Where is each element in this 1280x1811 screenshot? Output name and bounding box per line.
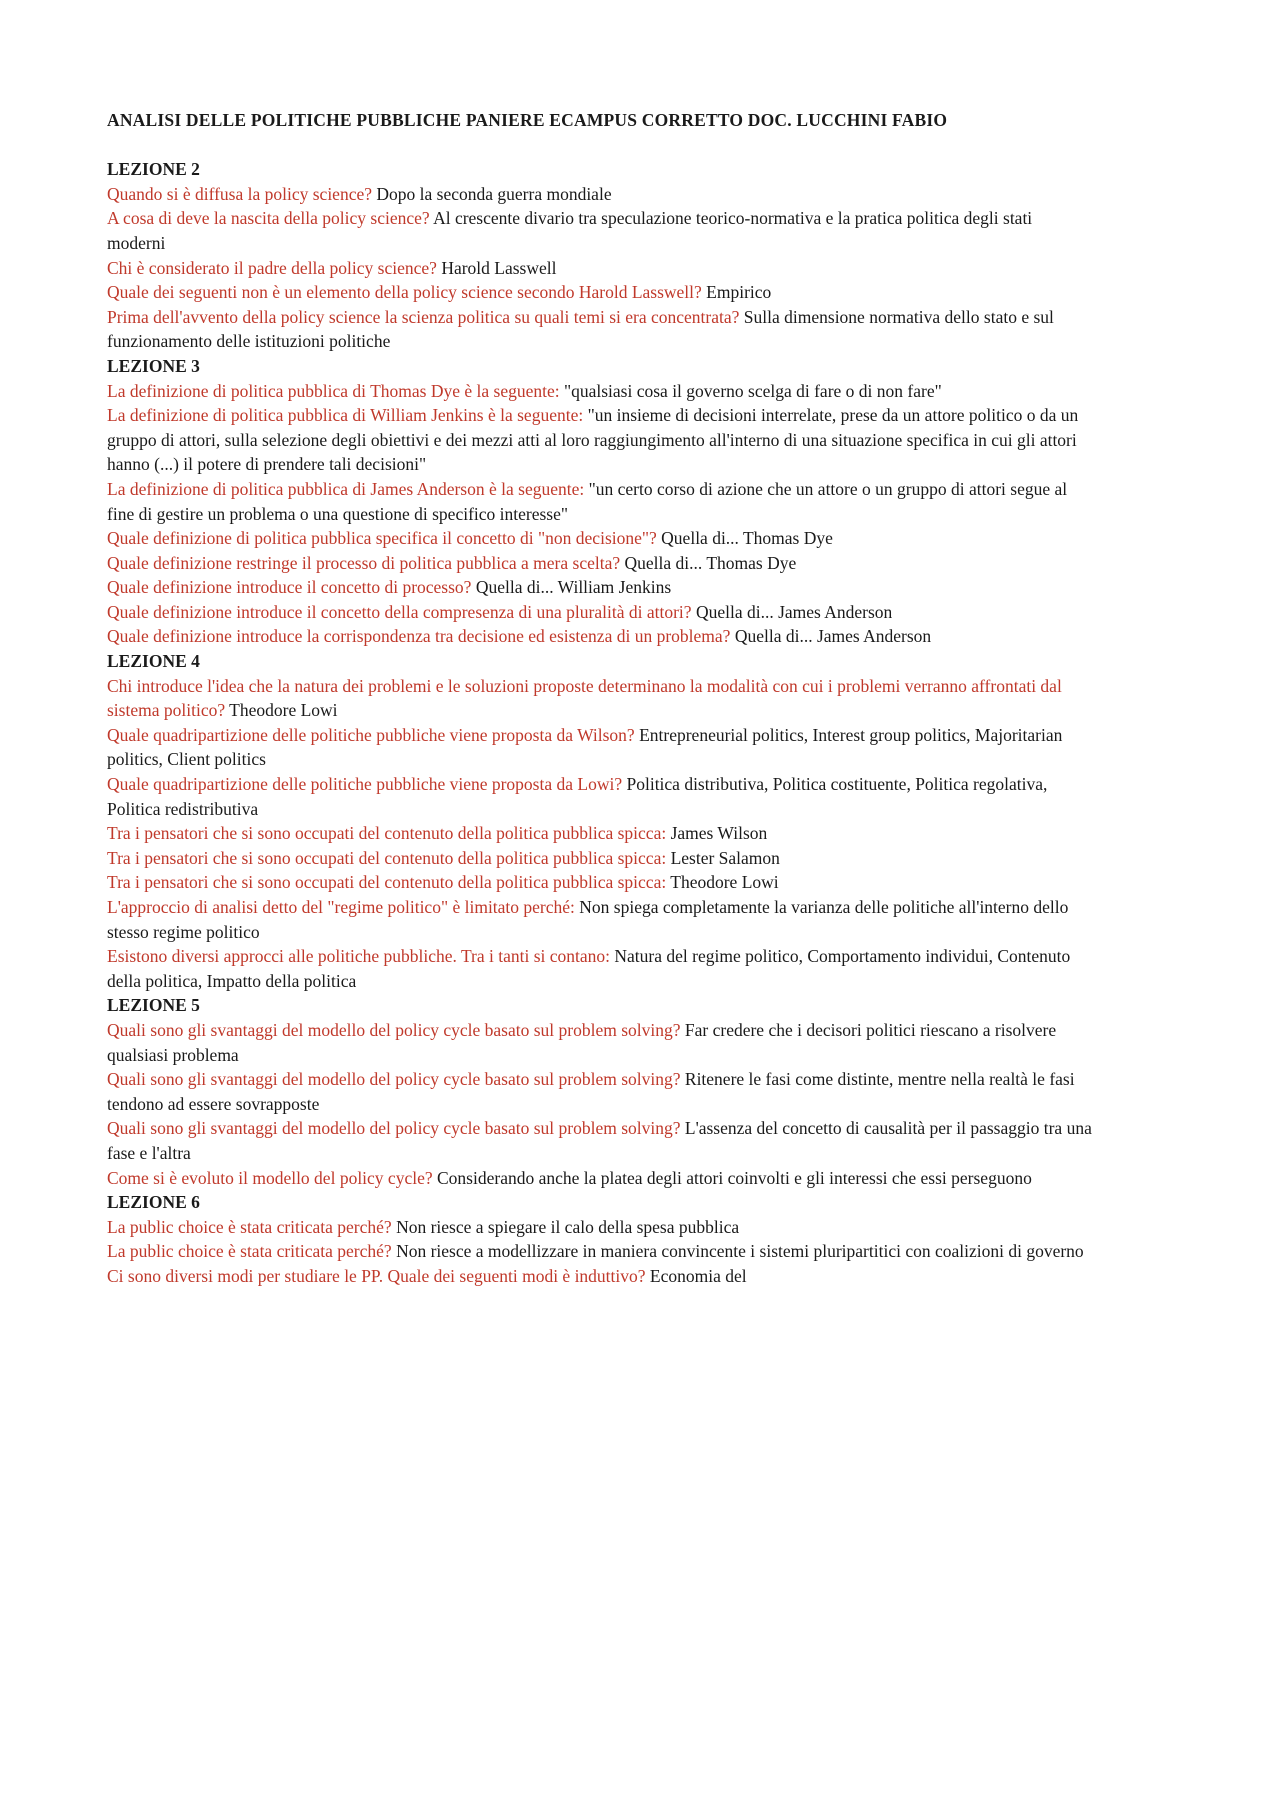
qa-item (107, 821, 1092, 846)
section-heading: LEZIONE 6 (107, 1192, 200, 1213)
answer-text: Non riesce a modellizzare in maniera convincente i sistemi pluripartitici con coalizioni di governo (396, 1241, 1084, 1262)
qa-item (107, 772, 1092, 821)
section-heading: LEZIONE 3 (107, 355, 200, 376)
answer-text: "un insieme di decisioni interrelate, prese da un attore politico o da un gruppo di attori, sulla selezione degli obiettivi e dei mezzi atti al loro raggiungimento all'interno di una situazione specifica in cui gli attori hanno (...) il potere di prendere tali decisioni" (107, 405, 1079, 475)
answer-text: Quella di... William Jenkins (475, 577, 672, 598)
qa-item (107, 674, 1092, 723)
answer-text: Dopo la seconda guerra mondiale (376, 183, 612, 204)
answer-text: Sulla dimensione normativa dello stato e sul funzionamento delle istituzioni politiche (107, 306, 1054, 352)
question-text: Quale definizione restringe il processo di politica pubblica a mera scelta? (107, 552, 621, 573)
qa-item (107, 575, 1092, 600)
answer-text: Quella di... James Anderson (734, 626, 932, 647)
question-text: Chi introduce l'idea che la natura dei problemi e le soluzioni proposte determinano la modalità con cui i problemi verranno affrontati dal sistema politico? (107, 675, 1062, 721)
question-text: La public choice è stata criticata perché? (107, 1241, 392, 1262)
qa-item (107, 379, 1092, 404)
question-text: L'approccio di analisi detto del "regime politico" è limitato perché: (107, 897, 575, 917)
section-heading: LEZIONE 5 (107, 995, 200, 1016)
answer-text: Quella di... Thomas Dye (661, 528, 833, 549)
answer-text: Empirico (706, 282, 772, 303)
question-text: Quale definizione di politica pubblica specifica il concetto di "non decisione"? (107, 528, 657, 549)
document-title: ANALISI DELLE POLITICHE PUBBLICHE PANIERE ECAMPUS CORRETTO DOC. LUCCHINI FABIO (107, 110, 948, 130)
qa-item (107, 1116, 1092, 1165)
answer-text: Ritenere le fasi come distinte, mentre nella realtà le fasi tendono ad essere sovrapposte (107, 1069, 1075, 1114)
question-text: Chi è considerato il padre della policy science? (107, 257, 437, 278)
qa-item (107, 1166, 1092, 1191)
question-text: Come si è evoluto il modello del policy cycle? (107, 1167, 433, 1188)
answer-text: L'assenza del concetto di causalità per il passaggio tra una fase e l'altra (107, 1118, 1092, 1163)
qa-item (107, 551, 1092, 576)
question-text: Esistono diversi approcci alle politiche pubbliche. Tra i tanti si contano: (107, 946, 611, 967)
question-text: Quale quadripartizione delle politiche pubbliche viene proposta da Lowi? (107, 774, 623, 795)
answer-text: "qualsiasi cosa il governo scelga di fare o di non fare" (563, 380, 942, 401)
answer-text: Quella di... Thomas Dye (624, 552, 797, 573)
question-text: Tra i pensatori che si sono occupati del contenuto della politica pubblica spicca: (107, 847, 667, 868)
qa-item (107, 305, 1092, 354)
qa-item (107, 846, 1092, 871)
question-text: La definizione di politica pubblica di James Anderson è la seguente: (107, 478, 585, 499)
answer-text: "un certo corso di azione che un attore o un gruppo di attori segue al fine di gestire un problema o una questione di specifico interesse" (107, 478, 1068, 524)
answer-text: Entrepreneurial politics, Interest group politics, Majoritarian politics, Client politics (107, 724, 1063, 770)
question-text: Quale definizione introduce il concetto di processo? (107, 577, 472, 598)
question-text: Quando si è diffusa la policy science? (107, 183, 373, 204)
qa-item (107, 870, 1092, 895)
answer-text: Non spiega completamente la varianza delle politiche all'interno dello stesso regime politico (107, 897, 1069, 942)
answer-text: Politica distributiva, Politica costituente, Politica regolativa, Politica redistributiva (107, 774, 1048, 819)
answer-text: Natura del regime politico, Comportamento individui, Contenuto della politica, Impatto della politica (107, 946, 1071, 991)
question-text: Quale definizione introduce la corrispondenza tra decisione ed esistenza di un problema? (107, 626, 731, 647)
qa-item (107, 723, 1092, 772)
answer-text: Harold Lasswell (441, 257, 557, 278)
answer-text: James Wilson (670, 823, 768, 844)
qa-item (107, 526, 1092, 551)
question-text: La definizione di politica pubblica di William Jenkins è la seguente: (107, 405, 584, 426)
qa-item (107, 182, 1092, 207)
qa-item (107, 280, 1092, 305)
section-heading: LEZIONE 2 (107, 159, 200, 180)
answer-text: Economia del (649, 1265, 747, 1286)
qa-item (107, 206, 1092, 255)
qa-item (107, 1067, 1092, 1116)
section-heading: LEZIONE 4 (107, 651, 200, 672)
qa-item (107, 256, 1092, 281)
qa-item (107, 1215, 1092, 1240)
answer-text: Non riesce a spiegare il calo della spesa pubblica (396, 1216, 740, 1237)
question-text: Quali sono gli svantaggi del modello del policy cycle basato sul problem solving? (107, 1019, 681, 1040)
question-text: Tra i pensatori che si sono occupati del contenuto della politica pubblica spicca: (107, 823, 667, 844)
qa-item (107, 1264, 1092, 1289)
qa-item (107, 403, 1092, 477)
qa-item (107, 1018, 1092, 1067)
answer-text: Considerando anche la platea degli attori coinvolti e gli interessi che essi perseguono (437, 1167, 1032, 1188)
qa-item (107, 944, 1092, 993)
answer-text: Quella di... James Anderson (695, 601, 893, 622)
qa-item (107, 895, 1092, 944)
question-text: Quale dei seguenti non è un elemento della policy science secondo Harold Lasswell? (107, 282, 702, 303)
answer-text: Theodore Lowi (670, 872, 779, 893)
qa-item (107, 600, 1092, 625)
question-text: Quale definizione introduce il concetto della compresenza di una pluralità di attori? (107, 601, 692, 622)
document-content (107, 157, 1092, 1288)
qa-item (107, 477, 1092, 526)
question-text: La definizione di politica pubblica di Thomas Dye è la seguente: (107, 380, 560, 401)
qa-item (107, 1239, 1092, 1264)
answer-text: Al crescente divario tra speculazione teorico-normativa e la pratica politica degli stati moderni (107, 208, 1033, 253)
question-text: Tra i pensatori che si sono occupati del contenuto della politica pubblica spicca: (107, 872, 667, 893)
question-text: La public choice è stata criticata perché? (107, 1216, 392, 1237)
question-text: A cosa di deve la nascita della policy science? (107, 208, 430, 229)
question-text: Quale quadripartizione delle politiche pubbliche viene proposta da Wilson? (107, 724, 635, 745)
question-text: Quali sono gli svantaggi del modello del policy cycle basato sul problem solving? (107, 1069, 681, 1090)
answer-text: Far credere che i decisori politici riescano a risolvere qualsiasi problema (107, 1019, 1057, 1065)
answer-text: Lester Salamon (670, 847, 780, 868)
question-text: Quali sono gli svantaggi del modello del policy cycle basato sul problem solving? (107, 1118, 681, 1139)
qa-item (107, 624, 1092, 649)
question-text: Prima dell'avvento della policy science la scienza politica su quali temi si era concentrata? (107, 306, 740, 327)
question-text: Ci sono diversi modi per studiare le PP. Quale dei seguenti modi è induttivo? (107, 1265, 646, 1286)
answer-text: Theodore Lowi (229, 700, 338, 721)
